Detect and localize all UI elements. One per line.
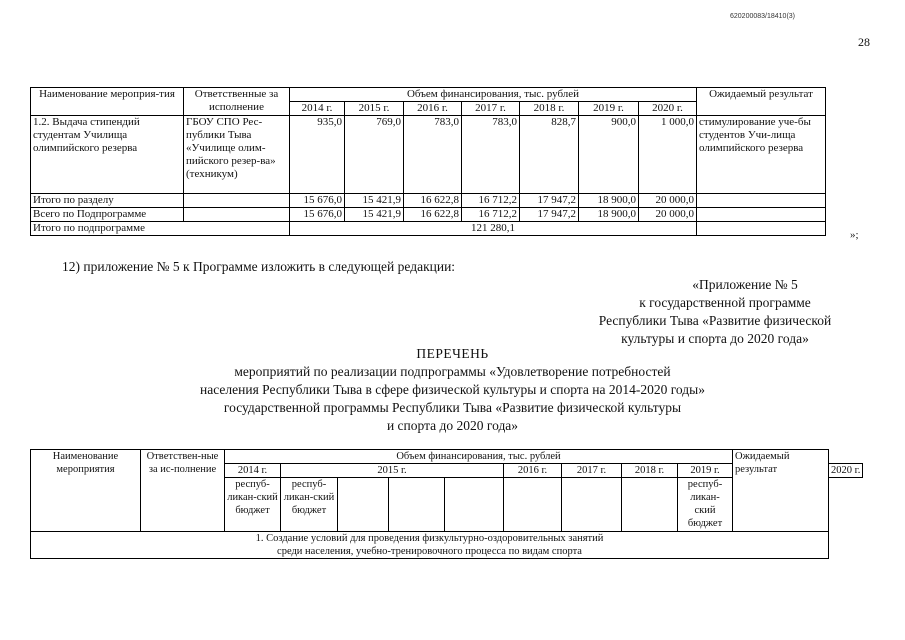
document-title	[120, 345, 785, 435]
value-cell: 17 947,2	[520, 194, 579, 208]
closing-quote: »;	[850, 229, 859, 241]
subprogram-total-label: Итого по подпрограмме	[31, 222, 290, 236]
subprogram-total-value: 121 280,1	[290, 222, 697, 236]
section-title-line: среди населения, учебно-тренировочного процесса по видам спорта	[277, 546, 582, 557]
value-cell: 16 622,8	[404, 208, 462, 222]
activities-table	[30, 449, 863, 559]
empty-cell	[622, 478, 678, 532]
year-header: 2018 г.	[622, 464, 678, 478]
value-cell: 783,0	[404, 116, 462, 194]
annex-line: культуры и спорта до 2020 года»	[621, 331, 809, 346]
year-header: 2019 г.	[678, 464, 733, 478]
value-cell: 15 676,0	[290, 194, 345, 208]
empty-cell	[562, 478, 622, 532]
budget-label-cell: респуб-ликан-ский бюджет	[281, 478, 338, 532]
table-row	[31, 194, 826, 208]
col-header-result: Ожидаемый результат	[697, 88, 826, 116]
year-header: 2016 г.	[404, 102, 462, 116]
section-row	[31, 532, 863, 559]
annex-line: «Приложение № 5	[692, 277, 798, 292]
section-title	[31, 532, 829, 559]
empty-cell	[389, 478, 445, 532]
empty-cell	[697, 222, 826, 236]
value-cell: 15 676,0	[290, 208, 345, 222]
col-header-result: Ожидаемый результат	[733, 450, 829, 532]
value-cell: 828,7	[520, 116, 579, 194]
value-cell: 769,0	[345, 116, 404, 194]
result-cell: стимулирование уче-бы студентов Учи-лища олимпийского резерва	[697, 116, 826, 194]
page-number: 28	[858, 35, 870, 49]
budget-label-cell: респуб-ликан-ский бюджет	[225, 478, 281, 532]
table-row	[31, 222, 826, 236]
year-header: 2020 г.	[639, 102, 697, 116]
value-cell: 18 900,0	[579, 194, 639, 208]
title-line: государственной программы Республики Тыва «Развитие физической культуры	[223, 400, 682, 415]
annex-line: к государственной программе	[639, 295, 811, 310]
title-line: и спорта до 2020 года»	[386, 418, 519, 433]
value-cell: 20 000,0	[639, 208, 697, 222]
year-header: 2019 г.	[579, 102, 639, 116]
year-header: 2020 г.	[829, 464, 863, 478]
value-cell: 900,0	[579, 116, 639, 194]
event-cell: 1.2. Выдача стипендий студентам Училища олимпийского резерва	[31, 116, 184, 194]
empty-cell	[445, 478, 504, 532]
col-header-event: Наименование мероприя-тия	[31, 88, 184, 116]
empty-cell	[504, 478, 562, 532]
value-cell: 16 712,2	[462, 208, 520, 222]
col-header-responsible: Ответствен-ные за ис-полнение	[141, 450, 225, 532]
funding-table-continuation	[30, 87, 826, 236]
col-header-funding: Объем финансирования, тыс. рублей	[290, 88, 697, 102]
table-row	[31, 116, 826, 194]
responsible-cell: ГБОУ СПО Рес-публики Тыва «Училище олим-пийского резер-ва» (техникум)	[184, 116, 290, 194]
empty-cell	[184, 208, 290, 222]
section-title-line: 1. Создание условий для проведения физкультурно-оздоровительных занятий	[255, 533, 604, 544]
table-row	[31, 208, 826, 222]
document-id: 620200083/18410(3)	[730, 13, 796, 20]
value-cell: 1 000,0	[639, 116, 697, 194]
value-cell: 15 421,9	[345, 194, 404, 208]
year-header: 2015 г.	[345, 102, 404, 116]
year-header: 2016 г.	[504, 464, 562, 478]
budget-label-cell: респуб-ликан-ский бюджет	[678, 478, 733, 532]
value-cell: 17 947,2	[520, 208, 579, 222]
value-cell: 20 000,0	[639, 194, 697, 208]
year-header: 2014 г.	[225, 464, 281, 478]
col-header-responsible: Ответственные за исполнение	[184, 88, 290, 116]
year-header: 2017 г.	[462, 102, 520, 116]
value-cell: 18 900,0	[579, 208, 639, 222]
value-cell: 16 712,2	[462, 194, 520, 208]
col-header-event: Наименование мероприятия	[31, 450, 141, 532]
value-cell: 935,0	[290, 116, 345, 194]
section-total-label: Итого по разделу	[31, 194, 184, 208]
page-title: ПЕРЕЧЕНЬ	[416, 346, 489, 361]
year-header: 2017 г.	[562, 464, 622, 478]
program-total-label: Всего по Подпрограмме	[31, 208, 184, 222]
title-line: населения Республики Тыва в сфере физической культуры и спорта на 2014-2020 годы»	[200, 382, 705, 397]
title-line: мероприятий по реализации подпрограммы «Удовлетворение потребностей	[234, 364, 671, 379]
amendment-paragraph: 12) приложение № 5 к Программе изложить в следующей редакции:	[62, 259, 456, 274]
empty-cell	[184, 194, 290, 208]
year-header: 2015 г.	[281, 464, 504, 478]
year-header: 2014 г.	[290, 102, 345, 116]
empty-cell	[338, 478, 389, 532]
col-header-funding: Объем финансирования, тыс. рублей	[225, 450, 733, 464]
value-cell: 16 622,8	[404, 194, 462, 208]
value-cell: 15 421,9	[345, 208, 404, 222]
empty-cell	[697, 194, 826, 208]
year-header: 2018 г.	[520, 102, 579, 116]
value-cell: 783,0	[462, 116, 520, 194]
empty-cell	[697, 208, 826, 222]
annex-line: Республики Тыва «Развитие физической	[598, 313, 832, 328]
annex-header	[560, 276, 870, 348]
